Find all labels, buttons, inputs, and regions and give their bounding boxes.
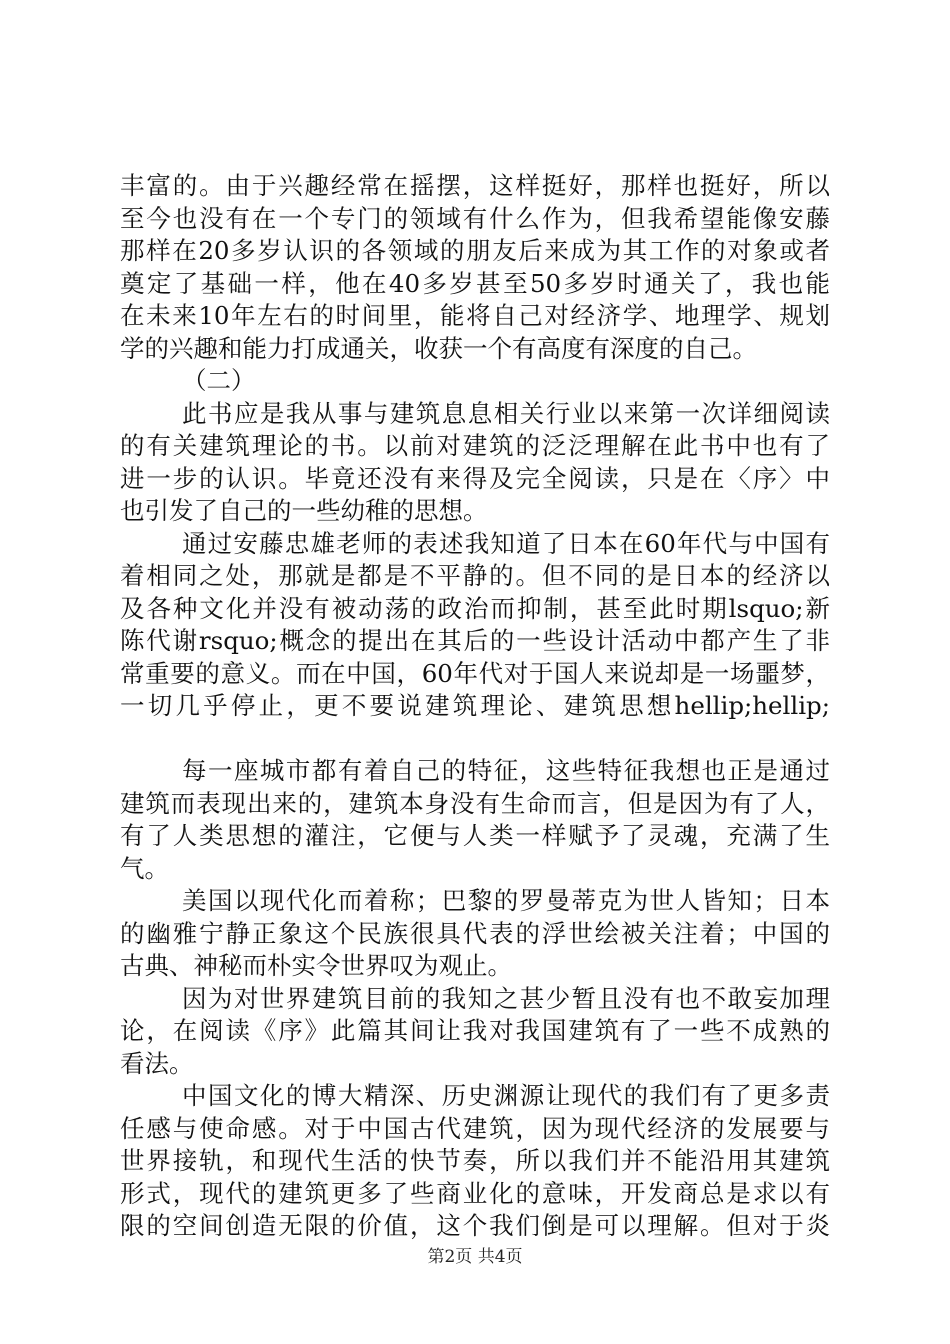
section-heading: （二） [182,366,256,395]
paragraph-gap [120,723,830,756]
text-line: 限的空间创造无限的价值，这个我们倒是可以理解。但对于炎 [120,1211,830,1240]
text-line: 及各种文化并没有被动荡的政治而抑制，甚至此时期lsquo;新 [120,593,830,623]
text-line: 那样在20多岁认识的各领域的朋友后来成为其工作的对象或者 [120,236,830,265]
text-line: 进一步的认识。毕竟还没有来得及完全阅读，只是在〈序〉中 [120,463,830,493]
text-line: 在未来10年左右的时间里，能将自己对经济学、地理学、规划 [120,301,830,330]
text-line: 一切几乎停止，更不要说建筑理论、建筑思想hellip;hellip; [120,691,830,720]
text-line: 建筑而表现出来的，建筑本身没有生命而言，但是因为有了人， [120,788,830,818]
text-line: 通过安藤忠雄老师的表述我知道了日本在60年代与中国有 [182,528,830,558]
text-line: 陈代谢rsquo;概念的提出在其后的一些设计活动中都产生了非 [120,626,830,655]
text-line: 因为对世界建筑目前的我知之甚少暂且没有也不敢妄加理 [182,983,830,1013]
text-line: 论，在阅读《序》此篇其间让我对我国建筑有了一些不成熟的 [120,1016,830,1045]
text-line: 常重要的意义。而在中国，60年代对于国人来说却是一场噩梦， [120,658,830,688]
text-line: 至今也没有在一个专门的领域有什么作为，但我希望能像安藤 [120,203,830,233]
text-line: 丰富的。由于兴趣经常在摇摆，这样挺好，那样也挺好，所以 [120,171,830,200]
text-line: 此书应是我从事与建筑息息相关行业以来第一次详细阅读 [182,398,830,428]
text-line: 世界接轨，和现代生活的快节奏，所以我们并不能沿用其建筑 [120,1146,830,1175]
text-line: 的幽雅宁静正象这个民族很具代表的浮世绘被关注着；中国的 [120,918,830,948]
text-line: 奠定了基础一样，他在40多岁甚至50多岁时通关了，我也能 [120,268,830,298]
text-line: 美国以现代化而着称；巴黎的罗曼蒂克为世人皆知；日本 [182,886,830,915]
text-line: 古典、神秘而朴实令世界叹为观止。 [120,951,512,980]
text-line: 着相同之处，那就是都是不平静的。但不同的是日本的经济以 [120,561,830,590]
text-line: 的有关建筑理论的书。以前对建筑的泛泛理解在此书中也有了 [120,431,830,460]
document-body [120,170,830,1243]
text-line: 学的兴趣和能力打成通关，收获一个有高度有深度的自己。 [120,333,757,363]
text-line: 形式，现代的建筑更多了些商业化的意味，开发商总是求以有 [120,1178,830,1208]
text-line: 也引发了自己的一些幼稚的思想。 [120,496,488,525]
text-line: 看法。 [120,1048,194,1078]
text-line: 有了人类思想的灌注，它便与人类一样赋予了灵魂，充满了生 [120,821,830,850]
text-line: 任感与使命感。对于中国古代建筑，因为现代经济的发展要与 [120,1113,830,1143]
text-line: 中国文化的博大精深、历史渊源让现代的我们有了更多责 [182,1081,830,1110]
text-line: 每一座城市都有着自己的特征，这些特征我想也正是通过 [182,756,830,785]
page-footer: 第2页 共4页 [427,1247,523,1267]
text-line: 气。 [120,853,169,883]
